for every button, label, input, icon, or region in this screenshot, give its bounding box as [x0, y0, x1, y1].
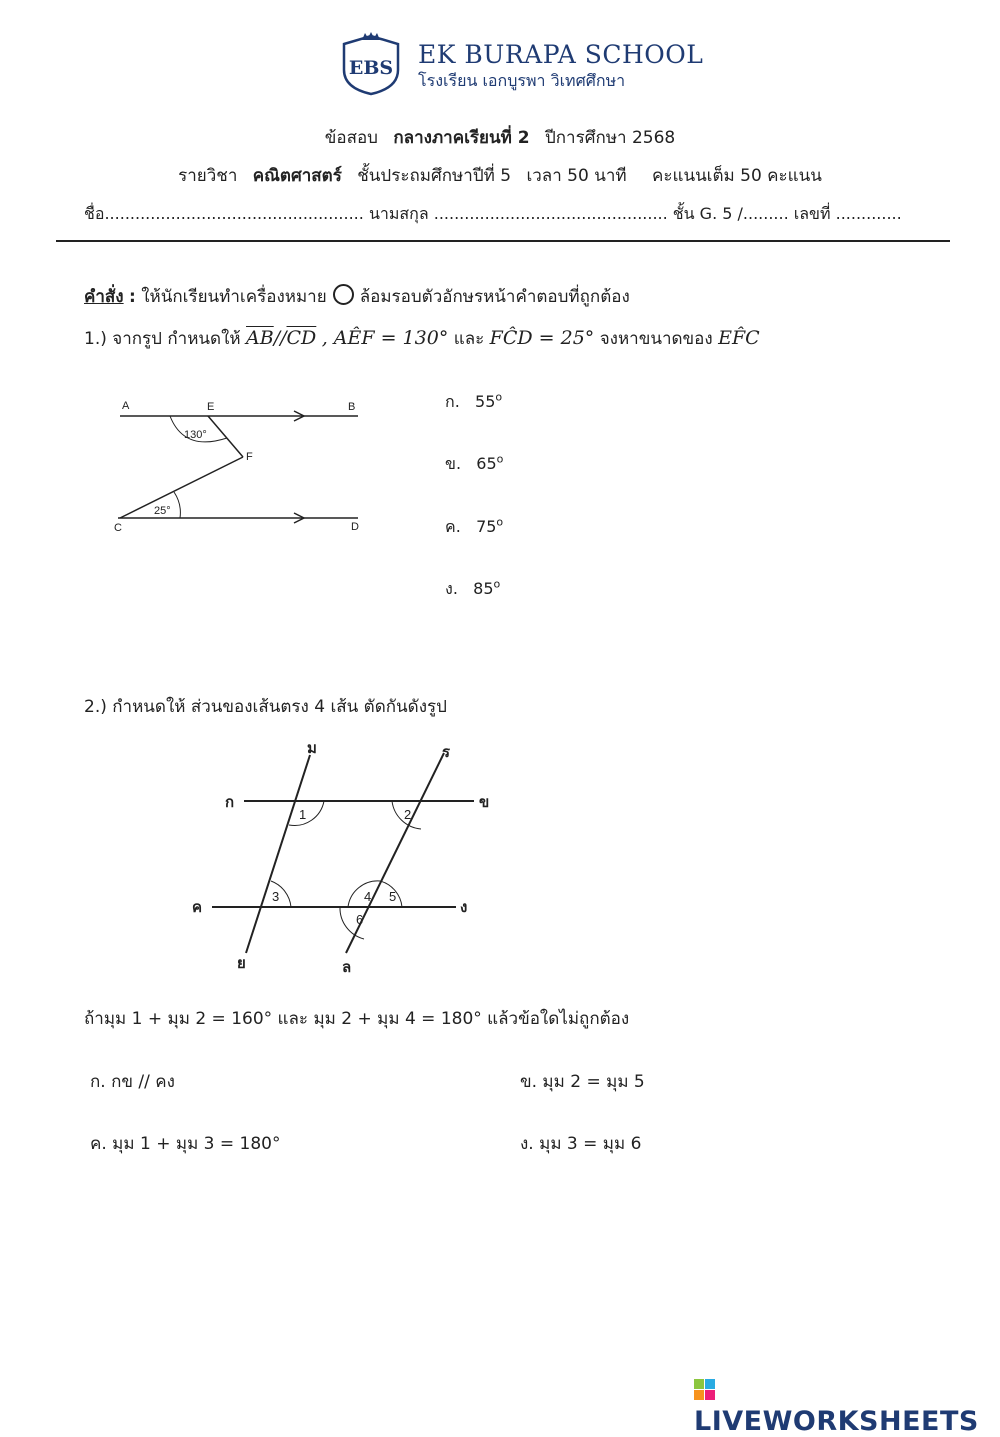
q1-ask: จงหาขนาดของ [599, 329, 713, 349]
q1-angle-fcd: FĈD = 25° [489, 327, 595, 349]
question-1-text [84, 325, 760, 352]
q2-option-d[interactable]: ง. มุม 3 = มุม 6 [520, 1134, 642, 1154]
school-name-th: โรงเรียน เอกบูรพา วิเทศศึกษา [418, 71, 626, 90]
exam-title-line [0, 124, 1000, 151]
angle-label-3: 3 [272, 889, 280, 904]
angle-label-4: 4 [364, 889, 372, 904]
q1-segment-ab: $\overline{AB}$ [246, 327, 274, 349]
segment-ef [208, 416, 243, 457]
q1-figure [100, 390, 380, 540]
logo-monogram: EBS [348, 57, 394, 79]
q2-condition: ถ้ามุม 1 + มุม 2 = 160° และ มุม 2 + มุม 4 = 180° แล้วข้อใดไม่ถูกต้อง [84, 1009, 630, 1029]
label-angle-25: 25° [154, 505, 171, 517]
q1-angle-aef: , AÊF = 130° [321, 327, 449, 349]
angle-label-5: 5 [389, 889, 397, 904]
label-e: E [207, 401, 215, 413]
exam-time: เวลา 50 นาที [526, 166, 627, 186]
subject-label: รายวิชา [178, 166, 238, 186]
school-name-en: EK BURAPA SCHOOL [418, 40, 704, 69]
exam-label: ข้อสอบ [324, 128, 378, 148]
angle-label-6: 6 [356, 912, 364, 927]
q2-figure [180, 735, 510, 980]
q1-segment-cd: $\overline{CD}$ [286, 327, 317, 349]
liveworksheets-logo [694, 1375, 1000, 1437]
q1-prefix: 1.) จากรูป กำหนดให้ [84, 329, 241, 349]
exam-term: กลางภาคเรียนที่ 2 [393, 128, 530, 148]
student-info-line[interactable]: ชื่อ................................................... นามสกุล .............................................. ชั้น G. 5 /......... เลขที่ ............. [84, 204, 902, 223]
label-d: D [351, 521, 359, 533]
q1-option-d[interactable]: ง. 85$^o$ [445, 577, 501, 598]
label-angle-130: 130° [184, 429, 207, 441]
question-2-text: 2.) กำหนดให้ ส่วนของเส้นตรง 4 เส้น ตัดกันดังรูป [84, 697, 447, 717]
instruction-label: คำสั่ง [84, 287, 124, 307]
q1-option-c[interactable]: ค. 75$^o$ [445, 515, 504, 536]
segment-fc [120, 457, 243, 518]
label-f: F [246, 451, 253, 463]
label-c: C [114, 522, 122, 534]
q1-angle-efc: EF̂C [718, 327, 760, 349]
subject-name: คณิตศาสตร์ [252, 166, 342, 186]
exam-info-line [0, 162, 1000, 189]
instruction-colon: : [129, 287, 136, 307]
instruction-text-before: ให้นักเรียนทำเครื่องหมาย [141, 287, 327, 307]
label-khor-khwai: ค [192, 898, 203, 916]
q1-option-a[interactable]: ก. 55$^o$ [445, 390, 503, 411]
label-kor: ก [225, 793, 235, 811]
label-khor-khai: ข [479, 793, 490, 811]
angle-label-2: 2 [404, 807, 412, 822]
exam-year: ปีการศึกษา 2568 [544, 128, 676, 148]
label-yor: ย [237, 954, 246, 972]
q2-option-c[interactable]: ค. มุม 1 + มุม 3 = 180° [90, 1134, 281, 1154]
label-b: B [348, 401, 356, 413]
q2-option-b[interactable]: ข. มุม 2 = มุม 5 [520, 1072, 645, 1092]
label-ror: ร [442, 743, 451, 761]
arc-fcd [174, 492, 180, 518]
instruction-text-after: ล้อมรอบตัวอักษรหน้าคำตอบที่ถูกต้อง [359, 287, 630, 307]
liveworksheets-text: LIVEWORKSHEETS [694, 1406, 979, 1437]
label-mor: ม [307, 739, 317, 757]
label-ngor: ง [460, 898, 468, 916]
full-score: คะแนนเต็ม 50 คะแนน [651, 166, 822, 186]
q1-option-b[interactable]: ข. 65$^o$ [445, 452, 504, 473]
grade-level: ชั้นประถมศึกษาปีที่ 5 [357, 166, 512, 186]
angle-label-1: 1 [299, 807, 307, 822]
instruction [84, 283, 630, 310]
liveworksheets-icon [694, 1379, 716, 1401]
q1-parallel: // [273, 327, 287, 349]
q1-and: และ [453, 329, 485, 349]
circle-icon [333, 284, 354, 305]
q2-option-a[interactable]: ก. กข // คง [90, 1072, 175, 1092]
label-a: A [122, 400, 130, 412]
line-mor-yor [246, 755, 310, 953]
header-divider [56, 240, 950, 242]
label-lor: ล [342, 958, 352, 976]
school-logo [340, 30, 402, 96]
